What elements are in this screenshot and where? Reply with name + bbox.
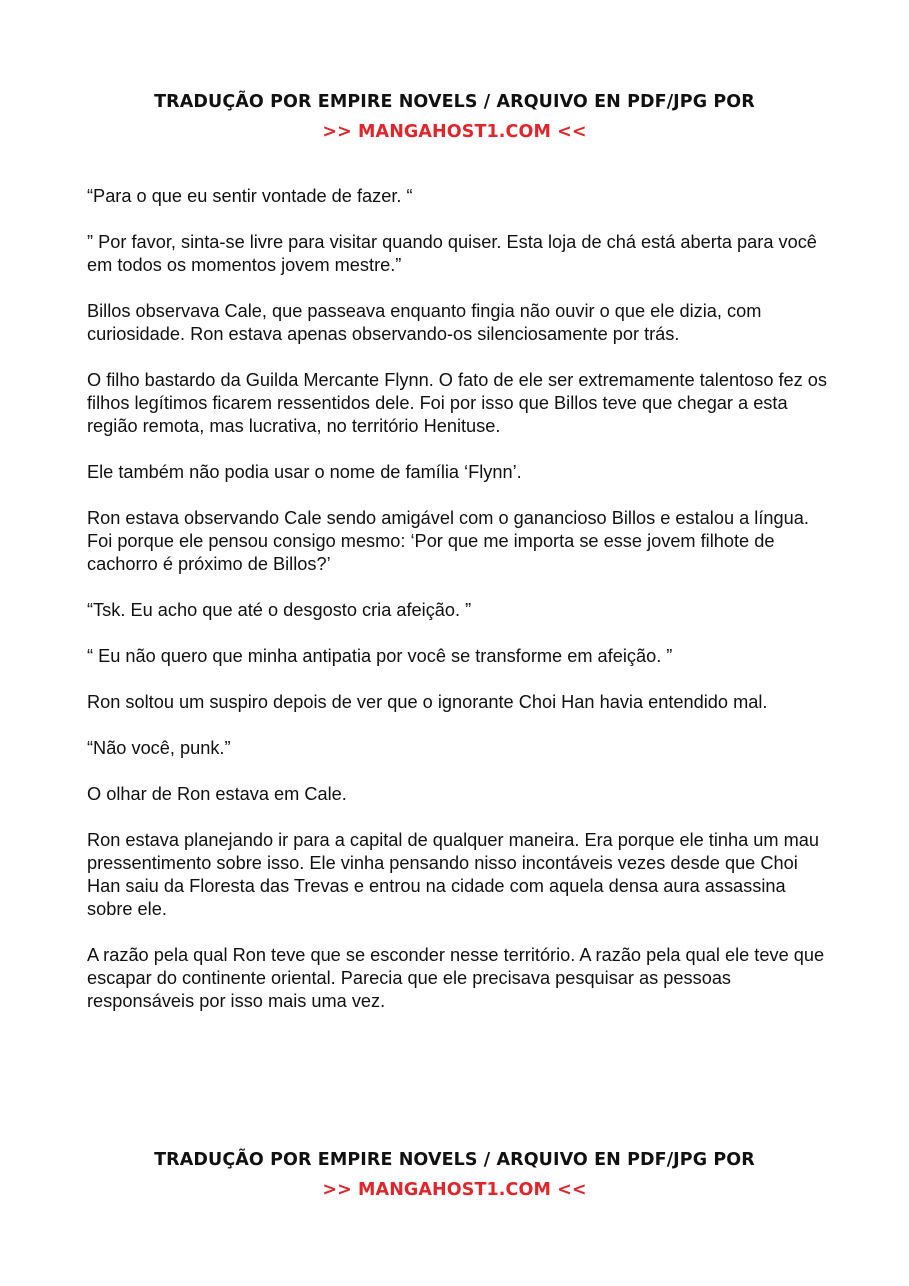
footer-translation-credit: TRADUÇÃO POR EMPIRE NOVELS / ARQUIVO EN PDF/JPG POR xyxy=(154,1150,755,1170)
paragraph: “ Eu não quero que minha antipatia por você se transforme em afeição. ” xyxy=(87,646,673,666)
paragraph: “Tsk. Eu acho que até o desgosto cria afeição. ” xyxy=(87,600,472,620)
paragraph: Ron estava observando Cale sendo amigável com o ganancioso Billos e estalou a língua. Foi porque ele pensou consigo mesmo: ‘Por que me importa se esse jovem filhote de cachorro é próximo de Billos?’ xyxy=(87,508,809,574)
paragraph: O filho bastardo da Guilda Mercante Flynn. O fato de ele ser extremamente talentoso fez os filhos legítimos ficarem ressentidos dele. Foi por isso que Billos teve que chegar a esta região remota, mas lucrativa, no território Henituse. xyxy=(87,370,828,436)
paragraph: ” Por favor, sinta-se livre para visitar quando quiser. Esta loja de chá está aberta para você em todos os momentos jovem mestre.” xyxy=(87,232,817,275)
paragraph: A razão pela qual Ron teve que se esconder nesse território. A razão pela qual ele teve que escapar do continente oriental. Parecia que ele precisava pesquisar as pessoas responsáveis por isso mais uma vez. xyxy=(87,945,825,1011)
footer-banner xyxy=(0,1145,909,1205)
paragraph: Ele também não podia usar o nome de família ‘Flynn’. xyxy=(87,462,522,482)
header-site-link[interactable]: >> MANGAHOST1.COM << xyxy=(322,122,587,142)
paragraph: Ron estava planejando ir para a capital de qualquer maneira. Era porque ele tinha um mau pressentimento sobre isso. Ele vinha pensando nisso incontáveis vezes desde que Choi Han saiu da Floresta das Trevas e entrou na cidade com aquela densa aura assassina sobre ele. xyxy=(87,830,820,919)
footer-site-link[interactable]: >> MANGAHOST1.COM << xyxy=(322,1180,587,1200)
header-translation-credit: TRADUÇÃO POR EMPIRE NOVELS / ARQUIVO EN PDF/JPG POR xyxy=(154,92,755,112)
paragraph: “Não você, punk.” xyxy=(87,738,231,758)
paragraph: Ron soltou um suspiro depois de ver que o ignorante Choi Han havia entendido mal. xyxy=(87,692,768,712)
header-banner xyxy=(0,87,909,147)
paragraph: O olhar de Ron estava em Cale. xyxy=(87,784,347,804)
chapter-body xyxy=(87,185,827,1036)
paragraph: “Para o que eu sentir vontade de fazer. “ xyxy=(87,186,413,206)
paragraph: Billos observava Cale, que passeava enquanto fingia não ouvir o que ele dizia, com curiosidade. Ron estava apenas observando-os silenciosamente por trás. xyxy=(87,301,762,344)
